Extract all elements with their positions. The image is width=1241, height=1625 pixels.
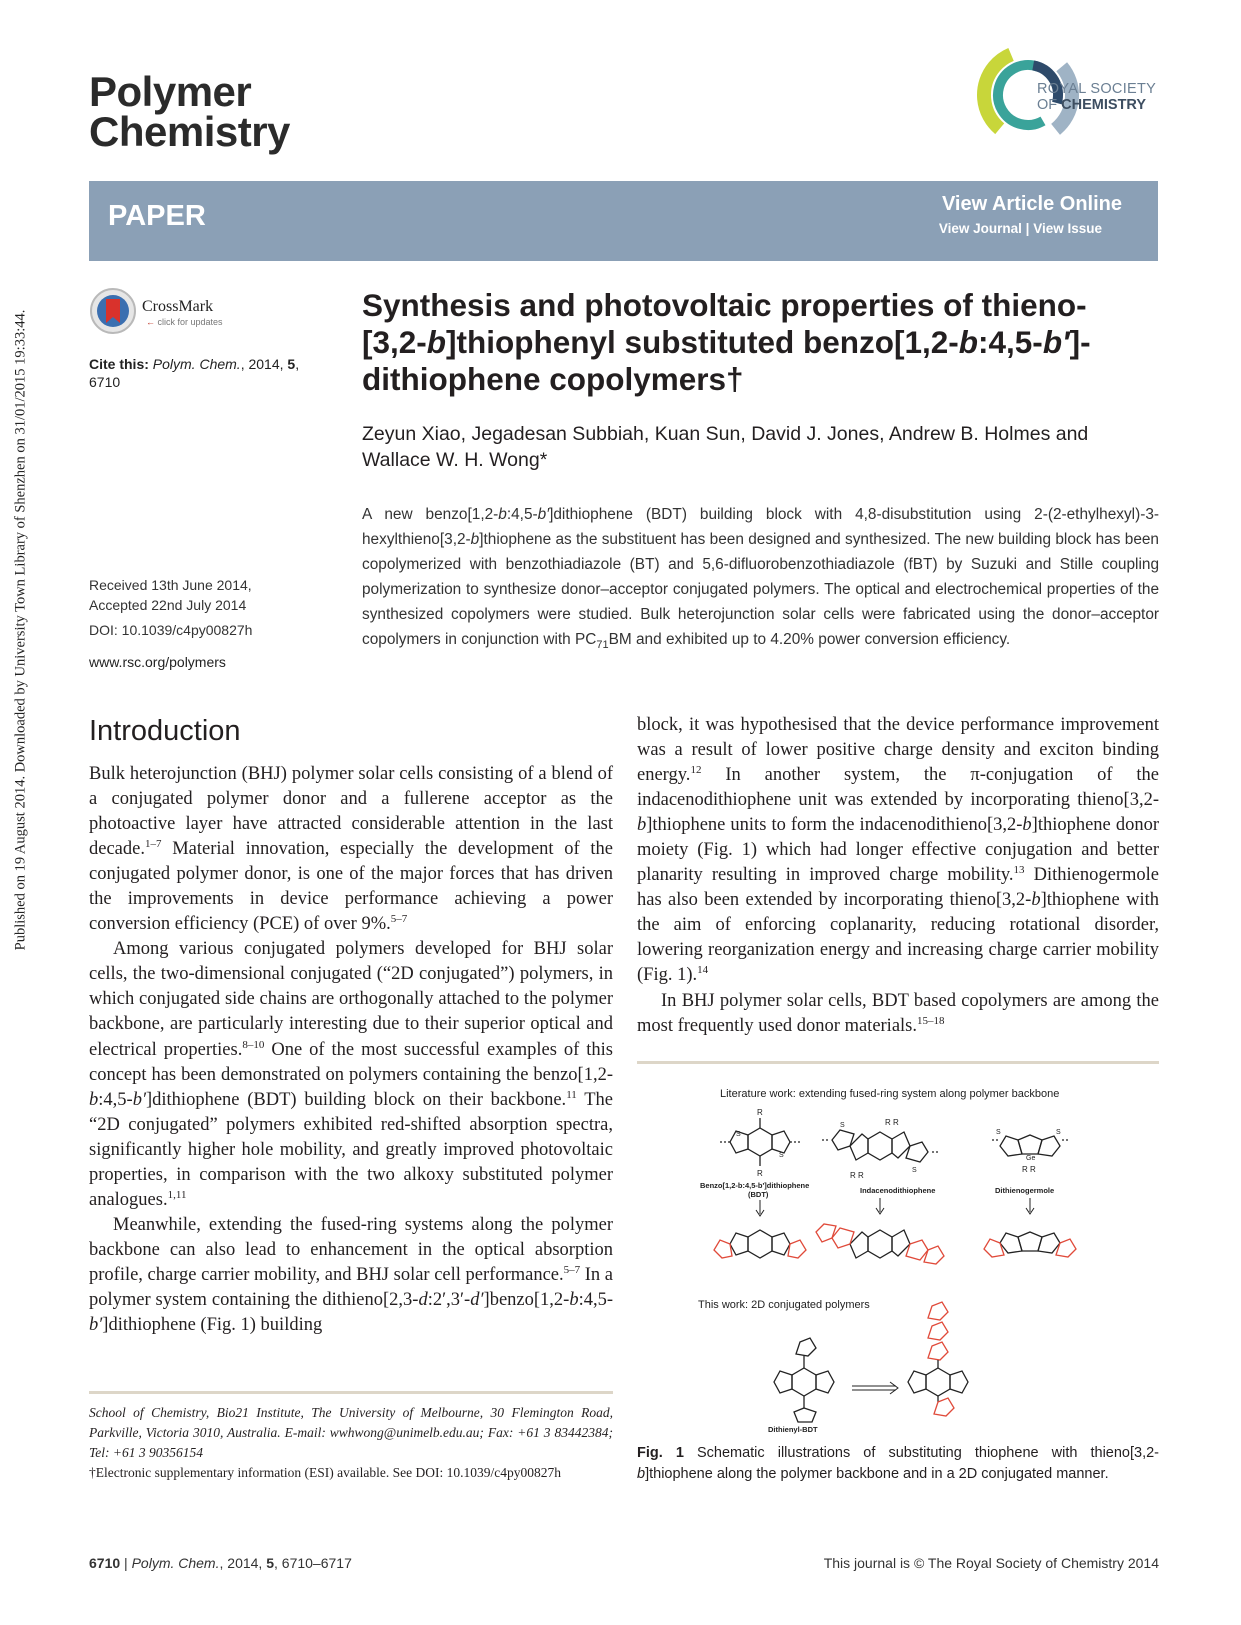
text-seg: :2′,3′- (427, 1289, 471, 1310)
figure-label-idt: Indacenodithiophene (860, 1186, 936, 1195)
text-seg: ]dithiophene (BDT) building block on their backbone. (145, 1089, 567, 1110)
figure-label-dtg: Dithienogermole (995, 1186, 1055, 1195)
logo-line1: ROYAL SOCIETY (1037, 81, 1157, 97)
svg-text:S: S (840, 1122, 845, 1129)
journal-website-link[interactable]: www.rsc.org/polymers (89, 654, 226, 670)
svg-text:R: R (757, 1108, 763, 1117)
svg-text:S: S (996, 1129, 1001, 1136)
cite-year: , 2014, (240, 356, 288, 372)
footnote-rule (89, 1391, 613, 1394)
affiliation-footnote: School of Chemistry, Bio21 Institute, The University of Melbourne, 30 Flemington Road, Parkville, Victoria 3010, Australia. E-mail: wwhwong@unimelb.edu.au; Fax: +61 3 83442384; Tel: +61 3 90356154 (89, 1405, 613, 1460)
citation-ref[interactable]: 15–18 (917, 1014, 945, 1027)
article-title (362, 287, 1162, 398)
title-line2 (362, 324, 1162, 361)
page-number: 6710 (89, 1555, 121, 1571)
crossmark-sub-text: click for updates (157, 317, 223, 327)
abstract-seg: ]thiophene as the substituent has been designed and synthesized. The new building block has been copolymerized with benzothiadiazole (BT) and 5,6-difluorobenzothiadiazole (fBT) by Suzuki and Stille coupling polymerization to synthesize donor–acceptor conjugated polymers. The optical and electrochemical properties of the synthesized copolymers were studied. Bulk heterojunction solar cells were fabricated using the donor–acceptor copolymers in conjunction with PC (362, 531, 1159, 648)
text-italic: b (637, 815, 647, 836)
citation-ref[interactable]: 12 (690, 763, 702, 776)
abstract-seg: :4,5- (506, 506, 538, 523)
citation-ref[interactable]: 5–7 (563, 1263, 581, 1276)
citation-ref[interactable]: 14 (697, 964, 709, 977)
title-seg: [3,2- (362, 324, 427, 360)
citation-ref[interactable]: 1,11 (167, 1188, 187, 1201)
caption-label: Fig. 1 (637, 1445, 684, 1461)
title-italic: b (958, 324, 979, 360)
citation-ref[interactable]: 5–7 (390, 913, 408, 926)
svg-text:R R: R R (1022, 1165, 1036, 1174)
text-seg: Material innovation, especially the development of the conjugated polymer donor, is one of the major forces that has driven the improvements in device performance achieving a power conversion efficiency (PCE) of over 9%. (89, 839, 613, 935)
citation-ref[interactable]: 8–10 (242, 1038, 265, 1051)
text-italic: d (418, 1289, 428, 1310)
title-line3: dithiophene copolymers† (362, 361, 744, 397)
caption-seg: Schematic illustrations of substituting thiophene with thieno[3,2- (683, 1445, 1159, 1461)
journal-name (89, 68, 290, 155)
section-heading-introduction: Introduction (89, 715, 241, 747)
text-seg: In another system, the π-conjugation of the indacenodithiophene unit was extended by incorporating thieno[3,2- (637, 765, 1159, 811)
abstract-seg: BM and exhibited up to 4.20% power conversion efficiency. (608, 631, 1011, 648)
text-italic: b (1031, 890, 1041, 911)
dtg-structure (990, 1135, 1070, 1156)
text-italic: b′ (89, 1315, 103, 1336)
text-italic: d′ (470, 1289, 484, 1310)
banner-link-separator: | (1021, 221, 1034, 236)
crossmark-label: CrossMark (142, 298, 214, 315)
footer-volume: 5 (266, 1555, 274, 1571)
authors-line1: Zeyun Xiao, Jegadesan Subbiah, Kuan Sun, David J. Jones, Andrew B. Holmes and (362, 423, 1089, 445)
figure-1 (698, 1080, 1159, 1434)
text-seg: Among various conjugated polymers developed for BHJ solar cells, the two-dimensional conjugated (“2D conjugated”) polymers, in which conjugated side chains are orthogonally attached to the polymer backbone, are particularly interesting due to their superior optical and electrical properties. (89, 939, 613, 1060)
text-italic: b (89, 1089, 99, 1110)
text-italic: b (1022, 815, 1032, 836)
esi-footnote: †Electronic supplementary information (ESI) available. See DOI: 10.1039/c4py00827h (89, 1465, 561, 1480)
extended-dtg-structure (984, 1232, 1076, 1257)
published-sidebar (10, 260, 32, 1000)
paragraph (89, 1213, 613, 1338)
accepted-date: Accepted 22nd July 2014 (89, 597, 247, 613)
figure-lit-title: Literature work: extending fused-ring system along polymer backbone (720, 1088, 1060, 1100)
svg-text:R R: R R (850, 1171, 864, 1180)
text-seg: ]thiophene donor moiety (Fig. 1) which had longer effective conjugation and better planarity resulting in improved charge mobility. (637, 815, 1159, 886)
journal-name-line1: Polymer (89, 68, 252, 115)
figure-this-title: This work: 2D conjugated polymers (698, 1299, 870, 1311)
abstract-subscript: 71 (596, 639, 609, 652)
svg-text:S: S (779, 1152, 784, 1159)
figure-label-dibdt: Dithienyl-BDT (768, 1425, 818, 1434)
caption-italic: b (637, 1466, 646, 1482)
cite-prefix: Cite this: (89, 356, 153, 372)
crossmark-sub (146, 317, 223, 327)
abstract-seg: ]dithiophene (BDT) building block with 4,8-disubstitution using 2-(2-ethylhexyl)-3-hexylthieno[3,2- (362, 506, 1159, 548)
title-seg: ]thiophenyl substituted benzo[1,2- (446, 324, 959, 360)
title-line1: Synthesis and photovoltaic properties of thieno- (362, 287, 1087, 323)
page-footer-left (89, 1555, 352, 1571)
abstract (362, 502, 1159, 652)
crossmark-icon (89, 287, 137, 335)
svg-text:S: S (736, 1131, 741, 1138)
paragraph (637, 713, 1159, 989)
doi: DOI: 10.1039/c4py00827h (89, 622, 253, 638)
title-italic: b (426, 324, 447, 360)
figure-label-bdt2: (BDT) (748, 1190, 769, 1199)
svg-text:S: S (1056, 1129, 1061, 1136)
abstract-italic: b (470, 531, 480, 548)
title-seg: ]- (1069, 324, 1091, 360)
figure-label-bdt: Benzo[1,2-b:4,5-b']dithiophene (700, 1181, 810, 1190)
crossmark-button[interactable] (89, 287, 239, 337)
extended-bdt-structure (714, 1230, 806, 1258)
article-type: PAPER (108, 200, 206, 232)
paragraph (89, 937, 613, 1213)
text-seg: Dithienogermole has also been extended by incorporating thieno[3,2- (637, 865, 1159, 911)
received-date: Received 13th June 2014, (89, 577, 252, 593)
body-column-right (637, 713, 1159, 1039)
cite-page: , 6710 (89, 356, 300, 390)
logo-of: OF (1037, 97, 1062, 113)
footer-journal: Polym. Chem. (131, 1555, 220, 1571)
journal-name-line2: Chemistry (89, 108, 290, 155)
text-seg: block, it was hypothesised that the device performance improvement was a result of lower positive charge density and exciton binding energy. (637, 715, 1159, 786)
dithienyl-bdt-structure (774, 1338, 834, 1422)
svg-text:R R: R R (885, 1118, 899, 1127)
footer-pages: , 6710–6717 (274, 1555, 352, 1571)
figure-1-caption (637, 1443, 1159, 1485)
tt-bdt-structure (908, 1302, 968, 1416)
cite-journal: Polym. Chem. (152, 356, 241, 372)
view-article-online-link[interactable]: View Article Online (941, 193, 1122, 215)
idt-structure (820, 1130, 940, 1162)
page-footer-right: This journal is © The Royal Society of Chemistry 2014 (823, 1555, 1159, 1571)
svg-text:S: S (912, 1167, 917, 1174)
text-italic: b (569, 1289, 579, 1310)
logo-chem: CHEMISTRY (1061, 97, 1147, 113)
extended-idt-structure (816, 1224, 944, 1264)
citation-ref[interactable]: 1–7 (144, 837, 162, 850)
text-seg: The “2D conjugated” polymers exhibited red-shifted absorption spectra, significantly higher hole mobility, and greatly improved photovoltaic properties, in comparison with the two alkoxy substituted polymer analogues. (89, 1089, 613, 1210)
bdt-structure (720, 1118, 800, 1166)
view-journal-link[interactable]: View Journal (938, 221, 1022, 236)
authors-line2: Wallace W. H. Wong* (362, 449, 548, 471)
article-banner (89, 181, 1158, 261)
citation-ref[interactable]: 13 (1013, 864, 1025, 877)
arrow-right-icon (852, 1382, 898, 1394)
footer-year: , 2014, (219, 1555, 267, 1571)
text-italic: b′ (132, 1089, 146, 1110)
text-seg: ]benzo[1,2- (483, 1289, 570, 1310)
abstract-seg: A new benzo[1,2- (362, 506, 499, 523)
text-seg: Bulk heterojunction (BHJ) polymer solar cells consisting of a blend of a conjugated polymer donor and a fullerene acceptor as the photoactive layer have attracted considerable attention in the last decade. (89, 764, 613, 860)
footer-sep: | (120, 1555, 132, 1571)
body-column-left (89, 762, 613, 1338)
cite-this (89, 355, 329, 391)
text-seg: In a polymer system containing the dithieno[2,3- (89, 1264, 614, 1310)
figure-1-schematic (698, 1080, 1159, 1434)
abstract-italic: b (498, 506, 507, 523)
published-note: Published on 19 August 2014. Downloaded by University Town Library of Shenzhen on 31/01/2015 19:33:44. (12, 309, 29, 951)
rsc-logo (988, 45, 1158, 155)
footnotes (89, 1403, 613, 1483)
cite-volume: 5 (287, 356, 296, 372)
text-seg: :4,5- (578, 1289, 613, 1310)
title-italic: b′ (1042, 324, 1070, 360)
text-seg: ]thiophene units to form the indacenodithieno[3,2- (646, 815, 1023, 836)
text-seg: ]thiophene with the aim of enforcing coplanarity, reducing rotational disorder, lowering reorganization energy and increasing charge carrier mobility (Fig. 1). (637, 890, 1159, 986)
paragraph (89, 762, 613, 937)
paragraph (637, 989, 1159, 1039)
view-issue-link[interactable]: View Issue (1033, 221, 1102, 236)
text-seg: ]dithiophene (Fig. 1) building (102, 1315, 323, 1336)
citation-ref[interactable]: 11 (566, 1088, 577, 1101)
arrow-left-icon: ← (146, 317, 155, 327)
text-seg: Meanwhile, extending the fused-ring systems along the polymer backbone can also lead to enhancement in the optical absorption profile, charge carrier mobility, and BHJ solar cell performance. (89, 1214, 613, 1285)
caption-seg: ]thiophene along the polymer backbone and in a 2D conjugated manner. (645, 1466, 1109, 1482)
abstract-italic: b′ (537, 506, 550, 523)
received-dates (89, 575, 329, 615)
figure-top-rule (637, 1061, 1159, 1064)
title-seg: :4,5- (978, 324, 1043, 360)
banner-links (939, 221, 1102, 236)
svg-text:Ge: Ge (1026, 1155, 1036, 1162)
text-seg: One of the most successful examples of this concept has been demonstrated on polymers containing the benzo[1,2- (89, 1039, 613, 1085)
logo-line2 (1037, 97, 1146, 113)
text-seg: :4,5- (98, 1089, 133, 1110)
arrow-down-icon (756, 1198, 1034, 1216)
author-list (362, 421, 1162, 473)
svg-text:R: R (757, 1169, 763, 1178)
text-seg: In BHJ polymer solar cells, BDT based copolymers are among the most frequently used donor materials. (637, 990, 1159, 1036)
